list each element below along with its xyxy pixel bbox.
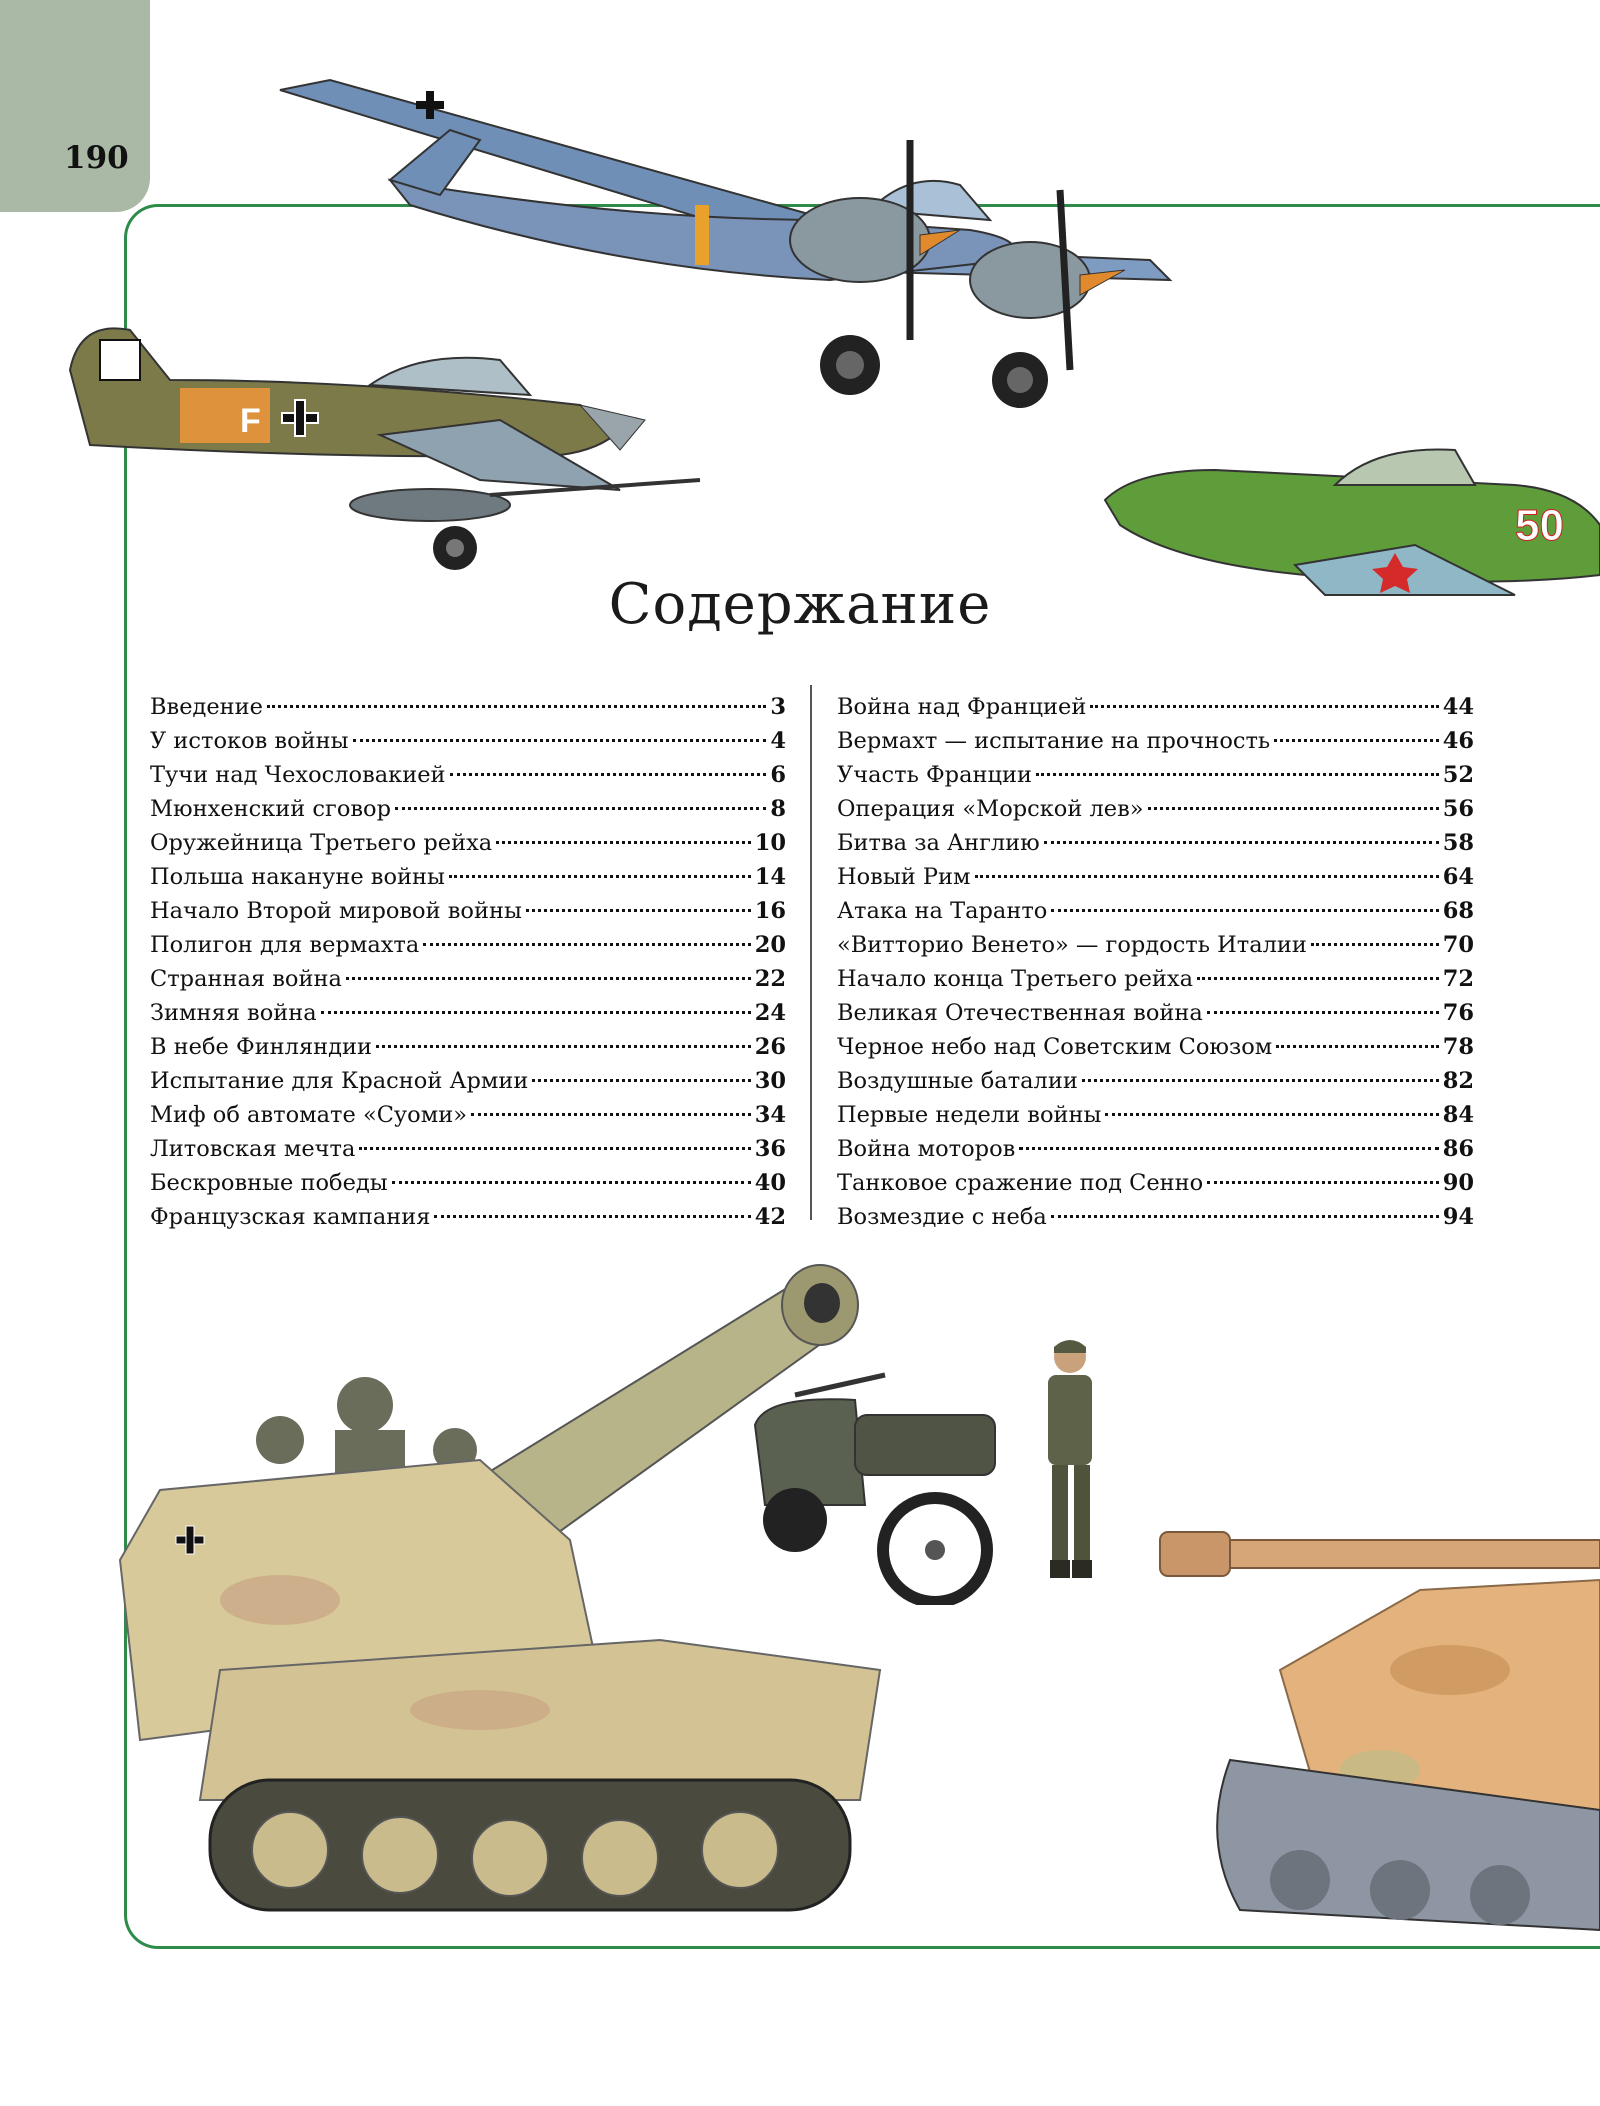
page-number: 190 (64, 140, 129, 176)
toc-entry (150, 758, 786, 792)
toc-entry-title: Новый Рим (837, 864, 971, 890)
toc-entry-title: Операция «Морской лев» (837, 796, 1144, 822)
toc-entry-page: 58 (1442, 830, 1474, 856)
toc-entry-title: Тучи над Чехословакией (150, 762, 446, 788)
toc-entry-page: 40 (754, 1170, 786, 1196)
toc-dot-leader (321, 1011, 751, 1014)
toc-entry-page: 56 (1442, 796, 1474, 822)
toc-entry-page: 16 (754, 898, 786, 924)
toc-entry (150, 860, 786, 894)
toc-entry (837, 860, 1474, 894)
toc-entry-page: 68 (1442, 898, 1474, 924)
toc-entry-page: 42 (754, 1204, 786, 1230)
toc-dot-leader (359, 1147, 750, 1150)
toc-entry (150, 1166, 786, 1200)
toc-dot-leader (526, 909, 751, 912)
toc-entry-title: Воздушные баталии (837, 1068, 1078, 1094)
toc-entry (837, 1098, 1474, 1132)
toc-dot-leader (1207, 1011, 1439, 1014)
toc-dot-leader (1274, 739, 1439, 742)
toc-right-column (837, 690, 1474, 1234)
toc-entry-page: 20 (754, 932, 786, 958)
toc-entry (150, 690, 786, 724)
toc-entry-page: 76 (1442, 1000, 1474, 1026)
toc-entry-page: 44 (1442, 694, 1474, 720)
toc-dot-leader (1051, 909, 1438, 912)
stuka-dive-bomber-illustration (60, 320, 750, 590)
toc-entry (150, 894, 786, 928)
toc-entry-title: Черное небо над Советским Союзом (837, 1034, 1273, 1060)
toc-entry-page: 72 (1442, 966, 1474, 992)
toc-dot-leader (975, 875, 1439, 878)
toc-entry-title: Бескровные победы (150, 1170, 388, 1196)
toc-entry-page: 30 (754, 1068, 786, 1094)
toc-entry-title: Танковое сражение под Сенно (837, 1170, 1204, 1196)
toc-entry-page: 24 (754, 1000, 786, 1026)
toc-entry (837, 894, 1474, 928)
toc-dot-leader (449, 875, 751, 878)
toc-dot-leader (1044, 841, 1439, 844)
column-divider (810, 685, 812, 1220)
toc-entry (837, 724, 1474, 758)
toc-entry-title: Начало конца Третьего рейха (837, 966, 1194, 992)
toc-dot-leader (1082, 1079, 1439, 1082)
toc-dot-leader (346, 977, 751, 980)
toc-entry-title: В небе Финляндии (150, 1034, 373, 1060)
toc-entry (150, 792, 786, 826)
toc-entry (837, 1166, 1474, 1200)
toc-entry (150, 1030, 786, 1064)
toc-entry-page: 64 (1442, 864, 1474, 890)
toc-entry (837, 1030, 1474, 1064)
toc-entry (837, 962, 1474, 996)
toc-entry-page: 34 (754, 1102, 786, 1128)
toc-dot-leader (1207, 1181, 1438, 1184)
toc-entry-title: Атака на Таранто (837, 898, 1048, 924)
toc-entry (837, 758, 1474, 792)
toc-dot-leader (1276, 1045, 1438, 1048)
toc-entry-title: «Витторио Венето» — гордость Италии (837, 932, 1307, 958)
toc-dot-leader (395, 807, 766, 810)
toc-entry-title: Польша накануне войны (150, 864, 445, 890)
toc-dot-leader (471, 1113, 751, 1116)
toc-entry-title: Начало Второй мировой войны (150, 898, 522, 924)
toc-entry-page: 8 (770, 796, 786, 822)
toc-dot-leader (376, 1045, 751, 1048)
toc-entry-page: 82 (1442, 1068, 1474, 1094)
toc-dot-leader (1051, 1215, 1439, 1218)
toc-dot-leader (392, 1181, 751, 1184)
toc-entry-title: Вермахт — испытание на прочность (837, 728, 1271, 754)
toc-dot-leader (353, 739, 767, 742)
toc-entry-page: 36 (754, 1136, 786, 1162)
toc-entry (150, 724, 786, 758)
toc-dot-leader (1019, 1147, 1438, 1150)
toc-entry-title: Полигон для вермахта (150, 932, 420, 958)
page-number-tab (0, 0, 150, 212)
page-title: Содержание (608, 572, 992, 637)
toc-entry-title: Испытание для Красной Армии (150, 1068, 529, 1094)
toc-entry-title: Введение (150, 694, 263, 720)
toc-dot-leader (1105, 1113, 1438, 1116)
stuka-code-letter: F (240, 402, 261, 440)
toc-entry (837, 928, 1474, 962)
toc-dot-leader (1148, 807, 1439, 810)
toc-entry-title: Участь Франции (837, 762, 1032, 788)
toc-entry (837, 1200, 1474, 1234)
toc-dot-leader (434, 1215, 750, 1218)
toc-entry-page: 86 (1442, 1136, 1474, 1162)
toc-dot-leader (1090, 705, 1438, 708)
toc-entry-page: 3 (770, 694, 786, 720)
toc-entry (837, 1064, 1474, 1098)
toc-entry (837, 690, 1474, 724)
toc-entry-title: Битва за Англию (837, 830, 1040, 856)
toc-entry-page: 78 (1442, 1034, 1474, 1060)
toc-entry-page: 26 (754, 1034, 786, 1060)
toc-entry-title: Мюнхенский сговор (150, 796, 391, 822)
toc-entry-title: Война моторов (837, 1136, 1016, 1162)
toc-entry-title: Первые недели войны (837, 1102, 1102, 1128)
toc-entry-page: 46 (1442, 728, 1474, 754)
toc-entry-page: 10 (754, 830, 786, 856)
toc-dot-leader (1036, 773, 1439, 776)
toc-entry-page: 94 (1442, 1204, 1474, 1230)
toc-dot-leader (1197, 977, 1439, 980)
toc-entry-title: Зимняя война (150, 1000, 317, 1026)
toc-entry-page: 6 (770, 762, 786, 788)
toc-entry (150, 1132, 786, 1166)
toc-entry (150, 1098, 786, 1132)
toc-entry (150, 962, 786, 996)
toc-dot-leader (532, 1079, 750, 1082)
toc-entry-page: 52 (1442, 762, 1474, 788)
toc-left-column (150, 690, 786, 1234)
toc-entry-title: Оружейница Третьего рейха (150, 830, 493, 856)
toc-dot-leader (450, 773, 767, 776)
toc-entry-page: 4 (770, 728, 786, 754)
toc-entry-title: У истоков войны (150, 728, 349, 754)
toc-entry-page: 70 (1442, 932, 1474, 958)
toc-entry-page: 84 (1442, 1102, 1474, 1128)
soldier-figure-illustration (1020, 1335, 1120, 1585)
toc-entry (837, 996, 1474, 1030)
toc-entry (837, 826, 1474, 860)
toc-entry (837, 792, 1474, 826)
toc-entry-title: Французская кампания (150, 1204, 431, 1230)
toc-dot-leader (267, 705, 766, 708)
toc-entry-title: Миф об автомате «Суоми» (150, 1102, 467, 1128)
toc-entry-title: Великая Отечественная война (837, 1000, 1203, 1026)
toc-entry-page: 14 (754, 864, 786, 890)
tank-destroyer-illustration (1150, 1510, 1600, 1950)
toc-entry (150, 996, 786, 1030)
toc-entry (150, 1200, 786, 1234)
toc-entry-page: 22 (754, 966, 786, 992)
toc-entry-page: 90 (1442, 1170, 1474, 1196)
toc-entry-title: Возмездие с неба (837, 1204, 1047, 1230)
toc-entry (150, 928, 786, 962)
toc-entry-title: Война над Францией (837, 694, 1087, 720)
toc-dot-leader (496, 841, 751, 844)
toc-entry (150, 826, 786, 860)
toc-entry (150, 1064, 786, 1098)
toc-entry-title: Странная война (150, 966, 342, 992)
toc-dot-leader (423, 943, 750, 946)
toc-entry (837, 1132, 1474, 1166)
toc-entry-title: Литовская мечта (150, 1136, 356, 1162)
fighter-number: 50 (1515, 501, 1564, 550)
toc-dot-leader (1311, 943, 1439, 946)
